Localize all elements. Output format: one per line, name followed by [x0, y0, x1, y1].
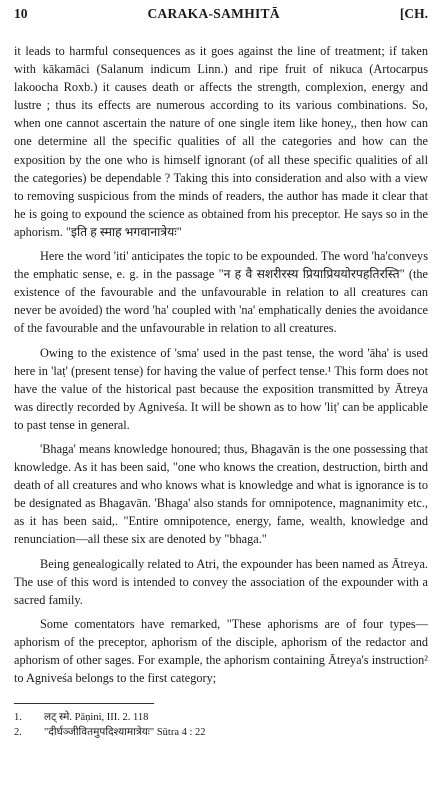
paragraph: Being genealogically related to Atri, the expounder has been named as Ātreya. The use of this word is intended to convey the association of the expounder with a sacred family.: [14, 556, 428, 607]
running-title: CARAKA-SAMHITĀ: [147, 6, 280, 21]
footnote-divider: [14, 703, 154, 704]
footnote: [14, 725, 428, 740]
main-text: [14, 42, 428, 687]
page-number: 10: [14, 6, 28, 21]
footnote-number: 2.: [14, 727, 22, 739]
chapter-mark: [CH.: [399, 6, 428, 21]
running-header: [14, 6, 428, 28]
footnote-text: लट् स्मे. Pāṇini, III. 2. 118: [44, 712, 149, 724]
footnote: [14, 710, 428, 725]
paragraph: Here the word 'iti' anticipates the topic to be expounded. The word 'ha'conveys the emphatic sense, e. g. in the passage "न ह वै सशरीरस्य प्रियाप्रिययोरपहतिरस्ति" (the existence of the favourable and the unfavourable in relation to all creatures can never be avoided) the word 'ha' coupled with 'na' emphatically denies the avoidance of the favourable and the unfavourable in relation to all creatures.: [14, 249, 428, 336]
footnote-text: "दीर्घञ्जीवितमुपदिश्यामात्रेयः" Sūtra 4 : 22: [44, 727, 206, 739]
paragraph: 'Bhaga' means knowledge honoured; thus, Bhagavān is the one possessing that knowledge. As it has been said, "one who knows the creation, destruction, birth and death of all creatures and who knows what is knowledge and what is ignorance is to be designated as Bhagavān. 'Bhaga' also stands for omnipotence, magnanimity etc., as it has been said,. "Entire omnipotence, energy, fame, wealth, knowledge and renunciation—all these six are denoted by "bhaga.": [14, 441, 428, 547]
footnote-number: 1.: [14, 712, 22, 724]
paragraph: Owing to the existence of 'sma' used in the past tense, the word 'āha' is used here in 'laṭ' (present tense) for having the value of perfect tense.¹ This form does not have the value of the historical past because the exposition transmitted by Ātreya was directly recorded by Agniveśa. It will be shown as to how 'liṭ' can be applicable to past tense in general.: [14, 345, 428, 432]
footnotes: [14, 710, 428, 740]
paragraph: it leads to harmful consequences as it goes against the line of treatment; if taken with kākamāci (Salanum indicum Linn.) and ripe fruit of nikuca (Artocarpus lakoocha Roxb.) it causes death or affects the strength, complexion, energy and lustre ; thus its effects are numerous according to its various combinations. So, when one cannot ascertain the nature of one single item like honey,, then how can one determine all the specific qualities of all the categories and how can the exposition by the one who is himself ignorant (of all these specific qualities of all the categories) be dependable ? Taking this into consideration and also with a view to removing suspicious from the minds of readers, the author has made it clear that he is going to expound the science as obtained from his preceptor. He says so in the aphorism. "इति ह स्माह भगवानात्रेयः": [14, 44, 428, 239]
paragraph: Some comentators have remarked, "These aphorisms are of four types—aphorism of the preceptor, aphorism of the disciple, aphorism of the redactor and aphorism of other sages. For example, the aphorism containing Ātreya's instruction² to Agniveśa belongs to the first category;: [14, 616, 428, 686]
